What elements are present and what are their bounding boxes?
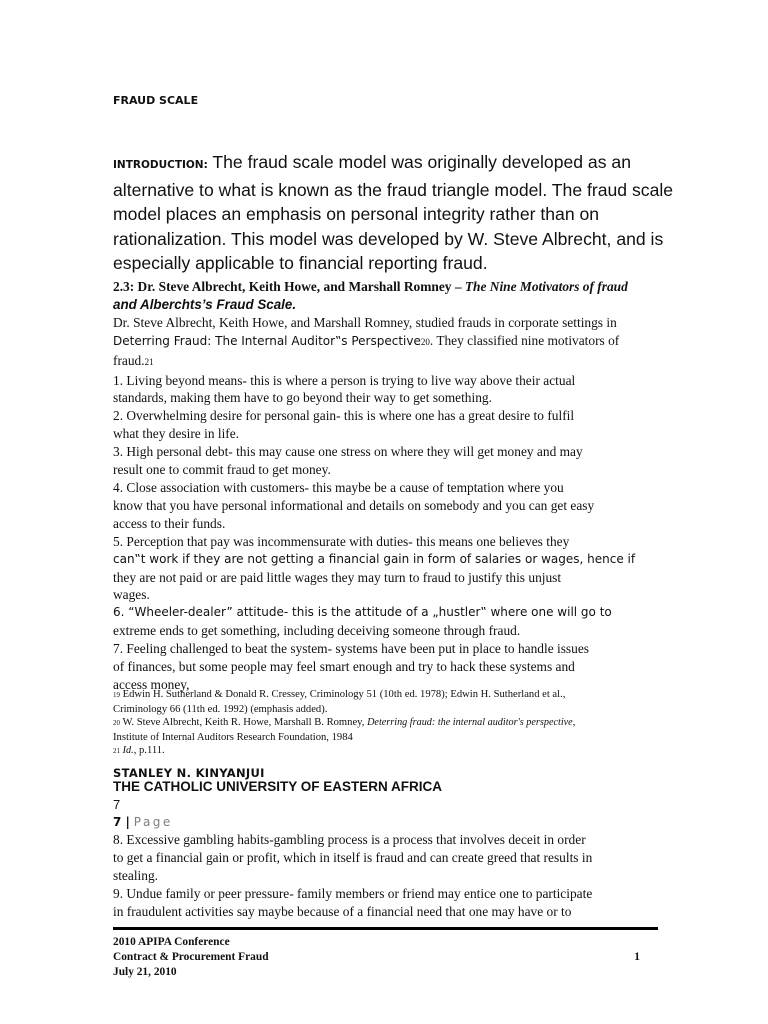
footnote-ref: 20 <box>420 336 430 347</box>
text-line: to get a financial gain or profit, which in itself is fraud and can create greed that results in <box>113 849 593 865</box>
page-footer-label <box>113 815 173 829</box>
text-line: 7. Feeling challenged to beat the system- systems have been put in place to handle issues <box>113 641 589 657</box>
text-line: Dr. Steve Albrecht, Keith Howe, and Marshall Romney, studied frauds in corporate settings in <box>113 314 617 330</box>
document-title: FRAUD SCALE <box>113 94 199 107</box>
footnote-book-title: Deterring fraud: the internal auditor's perspective <box>367 717 573 728</box>
section-heading-line2: and Alberchts’s Fraud Scale. <box>113 296 297 312</box>
conference-footer <box>113 935 658 980</box>
introduction-paragraph <box>113 150 703 276</box>
text-line: 6. “Wheeler-dealer” attitude- this is the attitude of a „hustler‟ where one will go to <box>113 605 612 620</box>
footnote-20-cont: Institute of Internal Auditors Research Foundation, 1984 <box>113 731 353 743</box>
footnote-number: 19 <box>113 691 120 699</box>
intro-line: especially applicable to financial reporting fraud. <box>113 253 488 273</box>
text-line: can‟t work if they are not getting a financial gain in form of salaries or wages, hence if <box>113 551 636 566</box>
footer-line: July 21, 2010 <box>113 966 177 978</box>
footnote-text: , p.111. <box>133 745 165 756</box>
footnote-19-cont: Criminology 66 (11th ed. 1992) (emphasis added). <box>113 703 328 715</box>
intro-line: The fraud scale model was originally developed as an <box>212 152 631 172</box>
footnote-21 <box>113 744 713 759</box>
text-line: in fraudulent activities say maybe because of a financial need that one may have or to <box>113 903 572 919</box>
introduction-label: INTRODUCTION: <box>113 159 208 171</box>
text-line: 8. Excessive gambling habits-gambling process is a process that involves deceit in order <box>113 832 586 847</box>
text-fragment: . They classified nine motivators of <box>429 332 620 348</box>
intro-line: model places an emphasis on personal integrity rather than on <box>113 204 600 224</box>
text-line <box>113 352 713 372</box>
text-line: they are not paid or are paid little wages they may turn to fraud to justify this unjust <box>113 569 562 585</box>
text-line: access to their funds. <box>113 515 226 531</box>
continuation-body <box>113 831 713 921</box>
footer-page-number: 1 <box>634 951 640 963</box>
footer-line: 2010 APIPA Conference <box>113 936 230 948</box>
text-line: know that you have personal informational and details on somebody and you can get easy <box>113 497 595 513</box>
text-line: standards, making them have to go beyond their way to get something. <box>113 390 492 406</box>
text-line: what they desire in life. <box>113 426 240 442</box>
text-line: 3. High personal debt- this may cause one stress on where they will get money and may <box>113 444 583 460</box>
footnote-text: , <box>572 717 576 728</box>
footnote-id: Id. <box>122 745 134 756</box>
section-heading-italic: The Nine Motivators of fraud <box>464 279 628 294</box>
section-heading <box>113 278 713 296</box>
text-line: wages. <box>113 587 150 603</box>
footnote-text: W. Steve Albrecht, Keith R. Howe, Marshall B. Romney, <box>122 717 365 728</box>
footer-divider <box>113 927 658 930</box>
text-fragment: fraud. <box>113 352 145 368</box>
footnotes <box>113 688 713 759</box>
text-line: 9. Undue family or peer pressure- family members or friend may entice one to participate <box>113 885 593 901</box>
page-word: Page <box>133 815 173 829</box>
university-name: THE CATHOLIC UNIVERSITY OF EASTERN AFRICA <box>113 779 443 794</box>
text-line: 2. Overwhelming desire for personal gain- this is where one has a great desire to fulfil <box>113 408 575 424</box>
section-body <box>113 278 713 694</box>
text-line: 1. Living beyond means- this is where a person is trying to live way above their actual <box>113 372 576 388</box>
text-line: of finances, but some people may feel smart enough and try to hack these systems and <box>113 659 575 675</box>
footnote-19 <box>113 688 713 703</box>
text-line: 4. Close association with customers- this maybe be a cause of temptation where you <box>113 479 564 495</box>
text-line: extreme ends to get something, including deceiving someone through fraud. <box>113 623 521 639</box>
footnote-number: 21 <box>113 747 120 755</box>
page-number-plain: 7 <box>113 797 121 812</box>
author-name: STANLEY N. KINYANJUI <box>113 766 265 780</box>
book-title: Deterring Fraud: The Internal Auditor‟s Perspective <box>113 333 421 348</box>
intro-line: alternative to what is known as the fraud triangle model. The fraud scale <box>113 179 674 200</box>
text-line: access money, <box>113 676 190 692</box>
text-line <box>113 332 713 352</box>
text-line: 5. Perception that pay was incommensurate with duties- this means one believes they <box>113 533 570 549</box>
footnote-text: Edwin H. Sutherland & Donald R. Cressey, Criminology 51 (10th ed. 1978); Edwin H. Sutherland et al., <box>122 689 566 700</box>
footnote-ref: 21 <box>144 356 154 367</box>
page-number: 7 | <box>113 815 130 829</box>
text-line: result one to commit fraud to get money. <box>113 462 331 478</box>
footnote-number: 20 <box>113 719 120 727</box>
footnote-20 <box>113 716 713 731</box>
section-heading-bold: 2.3: Dr. Steve Albrecht, Keith Howe, and Marshall Romney – <box>113 279 462 294</box>
intro-line: rationalization. This model was developed by W. Steve Albrecht, and is <box>113 228 664 249</box>
text-line: stealing. <box>113 867 158 883</box>
footer-line: Contract & Procurement Fraud <box>113 951 269 963</box>
